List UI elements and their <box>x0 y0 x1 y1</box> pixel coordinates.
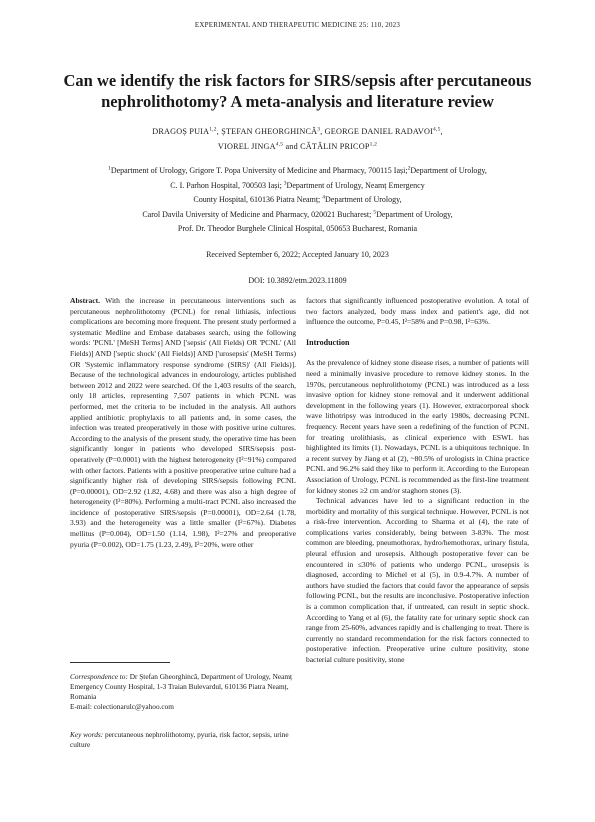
title-line-2: nephrolithotomy? A meta-analysis and literature review <box>101 92 494 111</box>
author-affil: 4,5 <box>275 141 284 148</box>
authors-line-2 <box>60 139 535 154</box>
affil-line: $^1$Department of Urology, Grigore T. Popa University of Medicine and Pharmacy, 700115 Iași;$^2$Department of Urology, <box>108 165 487 175</box>
running-header: EXPERIMENTAL AND THERAPEUTIC MEDICINE 25: 110, 2023 <box>194 21 401 29</box>
abstract-label: Abstract. <box>70 296 100 305</box>
author-name: VIOREL JINGA <box>217 142 276 151</box>
author-list <box>60 124 535 154</box>
abstract-text: With the increase in percutaneous interventions such as percutaneous nephrolithotomy (PCNL) for renal lithiasis, infectious complications are becoming more frequent. The present study performed a systematic Medline and Embase databases search, using the following words: 'PCNL' [MeSH Terms] AND ['sepsis' (All Fields) OR 'PCNL' (All Fields)] AND ['septic shock' (All Fields)] AND ['urosepsis' (MeSH Terms) OR 'Systemic inflammatory response syndrome (SIRS)' (All Fields)]. Because of the technological advances in endourology, articles published between 2012 and 2022 were searched. Of the 1,403 results of the search, only 18 articles, representing 7,507 patients in which PCNL was performed, met the criteria to be included in the analysis. All authors applied antibiotic prophylaxis to all patients and, in some cases, the infection was treated preoperatively in those with positive urine cultures. According to the analysis of the present study, the operative time has been significantly longer in patients who developed SIRS/sepsis post-operatively (P=0.0001) with the highest heterogeneity (I²=91%) compared with other factors. Patients with a positive preoperative urine culture had a significantly higher risk of developing SIRS/sepsis following PCNL (P=0.00001), OD=2.92 (1.82, 4.68) and there was also a high degree of heterogeneity (I²=80%). Performing a multi-tract PCNL also increased the incidence of postoperative SIRS/sepsis (P=0.00001), OD=2.64 (1.78, 3.93) and the heterogeneity was a little smaller (I²=67%). Diabetes mellitus (P=0.004), OD=1.50 (1.14, 1.98), I²=27% and preoperative pyuria (P=0.002), OD=1.75 (1.23, 2.49), I²=20%, were other <box>70 296 296 549</box>
abstract-column <box>70 296 296 648</box>
introduction-heading: Introduction <box>306 337 350 347</box>
author-name: , GEORGE DANIEL RADAVOI <box>320 127 434 136</box>
author-affil: 4,5 <box>433 126 441 133</box>
intro-paragraph-2: Technical advances have led to a significant reduction in the morbidity and mortality of this surgical technique. However, PCNL is not a risk-free intervention. According to Sharma et al (4), the rate of complications varies considerably, being between 3-83%. The most common are bleeding, pneumothorax, hydro/hemothorax, urinary fistula, pleural effusion and urosepsis. Although postoperative fever can be encountered in ≤30% of patients who undergo PCNL, urosepsis is diagnosed, according to Michel et al (5), in 0.9-4.7%. A number of authors have studied the factors that could favor the appearance of sepsis following PCNL, but the results are inconclusive. Postoperative infection is a common complication that, if untreated, can result in septic shock. According to Yang et al (6), the fatality rate for urinary septic shock can range from 25-60%, advances rapidly and is challenging to treat. There is currently no standard recommendation for the risk factors connected to postoperative infection. Preoperative urine culture positivity, stone bacterial culture positivity, stone <box>306 496 529 664</box>
affiliations <box>52 164 543 237</box>
right-column <box>306 296 529 816</box>
keywords-footnote <box>70 730 296 750</box>
correspondence-text: Dr Ștefan Gheorghincă, Department of Urology, Neamț Emergency County Hospital, 1-3 Traian Bulevardul, 610136 Piatra Neamț, Romania <box>70 672 293 701</box>
affil-line: County Hospital, 610136 Piatra Neamț; $^4$Department of Urology, <box>193 194 402 204</box>
author-name: DRAGOȘ PUIA <box>152 127 210 136</box>
doi[interactable]: DOI: 10.3892/etm.2023.11809 <box>248 276 347 285</box>
correspondence-footnote <box>70 672 296 712</box>
intro-paragraph-1: As the prevalence of kidney stone disease rises, a number of patients will need a minimally invasive procedure to remove kidney stones. In the 1970s, percutaneous nephrolithotomy (PCNL) was introduced as a less invasive option for kidney stone removal and it underwent additional development in the following years (1). However, extracorporeal shock wave lithotripsy was introduced in the early 1980s, decreasing PCNL frequency. Recent years have seen a redefining of the function of PCNL for treating urolithiasis, as clinical experience with ESWL has highlighted its limits (1). Nowadays, PCNL is a ubiquitous technique. In a recent survey by Jiang et al (2), ~80.5% of urologists in China practice PCNL and 96.2% said they like to perform it. According to the European Association of Urology, PCNL is recommended as the first-line treatment for kidney stones ≥2 cm and/or staghorn stones (3). <box>306 358 529 495</box>
author-affil: 1,2 <box>369 141 378 148</box>
keywords-text: percutaneous nephrolithotomy, pyuria, risk factor, sepsis, urine culture <box>70 730 289 749</box>
author-name: , ȘTEFAN GHEORGHINCĂ <box>216 127 318 136</box>
footnote-divider <box>70 662 170 663</box>
correspondence-email[interactable]: E-mail: colectionarulc@yahoo.com <box>70 702 174 711</box>
affil-line: Prof. Dr. Theodor Burghele Clinical Hospital, 050653 Bucharest, Romania <box>177 224 418 233</box>
correspondence-label: Correspondence to: <box>70 672 128 681</box>
article-title <box>40 70 555 112</box>
abstract-continuation: factors that significantly influenced postoperative evolution. A total of two factors analyzed, body mass index and patient's age, did not influence the outcome, P=0.45, I²=58% and P=0.98, I²=63%. <box>306 296 529 327</box>
keywords-label: Key words: <box>70 730 104 739</box>
affil-line: C. I. Parhon Hospital, 700503 Iași; $^3$Department of Urology, Neamț Emergency <box>170 179 425 190</box>
affil-line: Carol Davila University of Medicine and Pharmacy, 020021 Bucharest; $^5$Department of Urology, <box>142 208 453 219</box>
title-line-1: Can we identify the risk factors for SIRS/sepsis after percutaneous <box>63 71 532 90</box>
authors-line-1: DRAGOȘ PUIA$^{1,2}$, ȘTEFAN GHEORGHINCĂ$^3$, GEORGE DANIEL RADAVOI$^{4,5}$, <box>152 126 443 136</box>
received-dates: Received September 6, 2022; Accepted January 10, 2023 <box>206 250 389 259</box>
author-name: and CĂTĂLIN PRICOP <box>283 142 370 151</box>
author-affil: 3 <box>317 126 321 133</box>
author-affil: 1,2 <box>209 126 217 133</box>
abstract <box>70 296 296 550</box>
